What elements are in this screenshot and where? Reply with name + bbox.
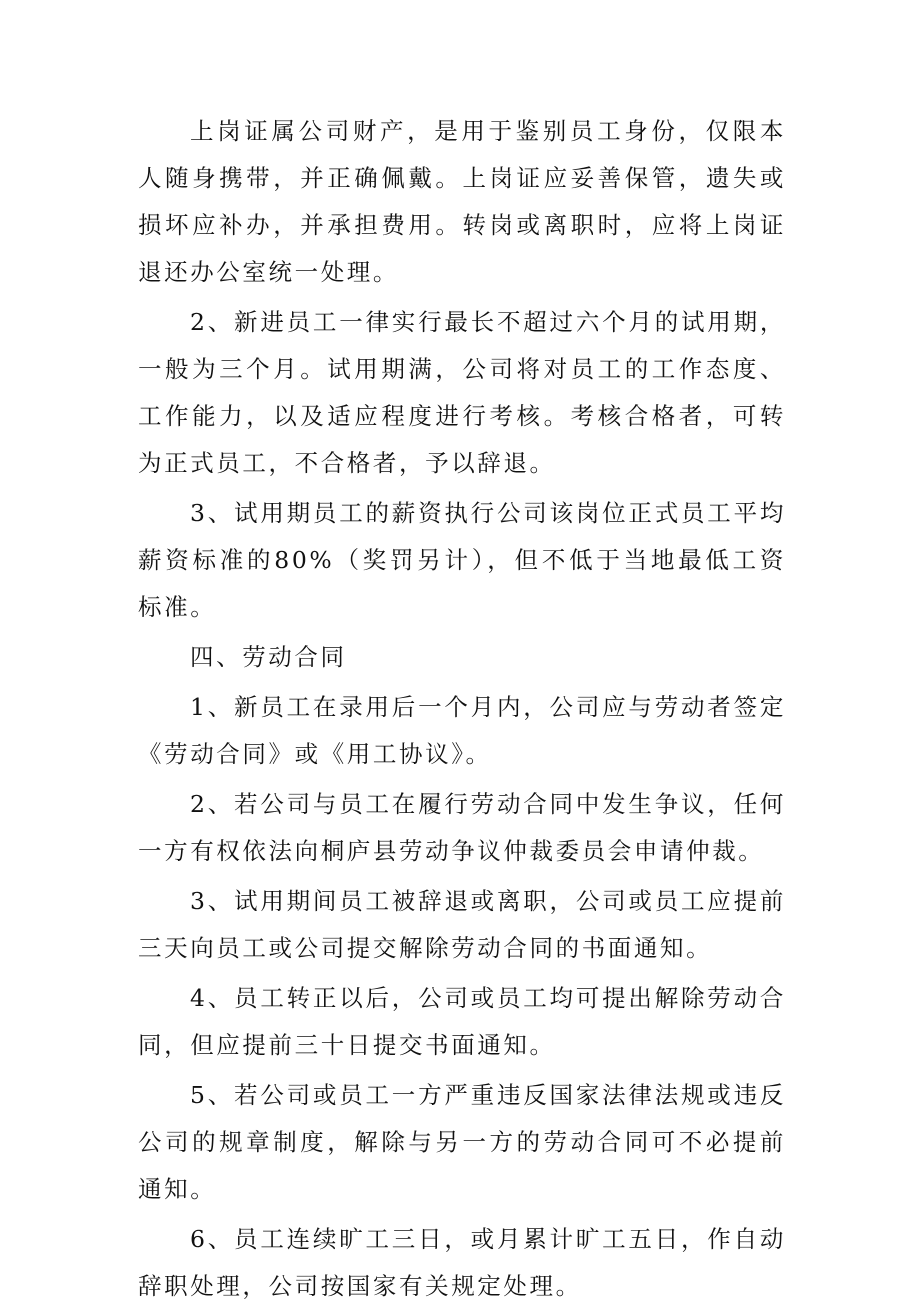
paragraph-contract-signing: 1、新员工在录用后一个月内，公司应与劳动者签定《劳动合同》或《用工协议》。 [138, 693, 786, 768]
paragraph-probation-salary: 3、试用期员工的薪资执行公司该岗位正式员工平均薪资标准的80%（奖罚另计），但不低于当地最低工资标准。 [138, 499, 786, 621]
paragraph-absenteeism: 6、员工连续旷工三日，或月累计旷工五日，作自动辞职处理，公司按国家有关规定处理。 [138, 1225, 786, 1300]
paragraph-id-card: 上岗证属公司财产，是用于鉴别员工身份，仅限本人随身携带，并正确佩戴。上岗证应妥善保管，遗失或损坏应补办，并承担费用。转岗或离职时，应将上岗证退还办公室统一处理。 [138, 117, 786, 286]
paragraph-probation-period: 2、新进员工一律实行最长不超过六个月的试用期，一般为三个月。试用期满，公司将对员工的工作态度、工作能力，以及适应程度进行考核。考核合格者，可转为正式员工，不合格者，予以辞退。 [138, 308, 786, 477]
document-body [138, 108, 786, 1310]
paragraph-regular-termination: 4、员工转正以后，公司或员工均可提出解除劳动合同，但应提前三十日提交书面通知。 [138, 984, 786, 1059]
paragraph-probation-termination: 3、试用期间员工被辞退或离职，公司或员工应提前三天向员工或公司提交解除劳动合同的书面通知。 [138, 887, 786, 962]
paragraph-dispute-arbitration: 2、若公司与员工在履行劳动合同中发生争议，任何一方有权依法向桐庐县劳动争议仲裁委员会申请仲裁。 [138, 790, 786, 865]
section-heading-labor-contract: 四、劳动合同 [190, 643, 347, 671]
paragraph-serious-violation: 5、若公司或员工一方严重违反国家法律法规或违反公司的规章制度，解除与另一方的劳动合同可不必提前通知。 [138, 1081, 786, 1203]
